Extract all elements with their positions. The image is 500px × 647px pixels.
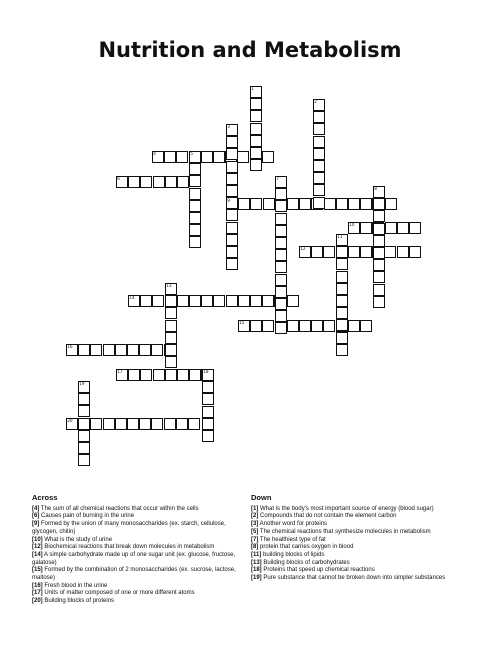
grid-cell[interactable]	[213, 151, 225, 163]
grid-cell[interactable]	[250, 110, 262, 122]
clue-text: protein that carries oxygen in blood	[258, 544, 354, 551]
grid-cell[interactable]	[287, 295, 299, 307]
grid-cell[interactable]	[226, 258, 238, 270]
grid-cell[interactable]	[237, 151, 249, 163]
grid-cell[interactable]	[128, 369, 140, 381]
grid-cell[interactable]	[226, 148, 238, 160]
grid-cell[interactable]	[202, 430, 214, 442]
grid-cell[interactable]	[313, 136, 325, 148]
grid-cell[interactable]	[103, 344, 115, 356]
clue-text: Formed by the union of many monosaccharides (ex. starch, cellulose, glycogen, chitin)	[32, 521, 226, 535]
grid-cell[interactable]	[250, 147, 262, 159]
grid-cell[interactable]	[164, 151, 176, 163]
clue-text: What is the study of urine	[42, 536, 113, 543]
grid-cell[interactable]	[226, 234, 238, 246]
grid-cell[interactable]	[177, 176, 189, 188]
grid-cell[interactable]	[250, 135, 262, 147]
grid-cell[interactable]	[201, 295, 213, 307]
clue-number: [11]	[251, 551, 262, 558]
grid-cell[interactable]	[373, 271, 385, 283]
grid-cell[interactable]	[177, 369, 189, 381]
clue-number: [9]	[32, 521, 40, 528]
grid-cell[interactable]	[140, 176, 152, 188]
grid-cell[interactable]	[165, 307, 177, 319]
grid-cell[interactable]	[201, 151, 213, 163]
grid-cell[interactable]	[409, 246, 421, 258]
grid-cell[interactable]	[275, 310, 287, 322]
grid-cell[interactable]	[348, 320, 360, 332]
clue-number-label: 16	[67, 343, 73, 349]
grid-cell[interactable]	[250, 159, 262, 171]
grid-cell[interactable]	[311, 320, 323, 332]
grid-cell[interactable]	[373, 247, 385, 259]
across-clue	[32, 513, 250, 521]
grid-cell[interactable]	[189, 224, 201, 236]
down-clue	[251, 567, 473, 575]
clue-number: [12]	[32, 544, 43, 551]
grid-cell[interactable]	[311, 246, 323, 258]
grid-cell[interactable]	[275, 298, 287, 310]
grid-cell[interactable]	[115, 344, 127, 356]
grid-cell[interactable]	[384, 246, 396, 258]
grid-cell[interactable]	[336, 319, 348, 331]
clue-number: [8]	[251, 544, 259, 551]
grid-cell[interactable]	[275, 200, 287, 212]
grid-cell[interactable]	[275, 237, 287, 249]
down-clue	[251, 560, 473, 568]
grid-cell[interactable]	[313, 123, 325, 135]
grid-cell[interactable]	[78, 454, 90, 466]
grid-cell[interactable]	[78, 418, 90, 430]
across-clue	[32, 552, 250, 567]
grid-cell[interactable]	[176, 418, 188, 430]
clue-number-label: 1	[251, 85, 254, 91]
grid-cell[interactable]	[263, 198, 275, 210]
grid-cell[interactable]	[287, 198, 299, 210]
grid-cell[interactable]	[238, 295, 250, 307]
clue-text: Fresh blood in the urine	[42, 582, 108, 589]
grid-cell[interactable]	[397, 222, 409, 234]
grid-cell[interactable]	[348, 246, 360, 258]
grid-cell[interactable]	[275, 286, 287, 298]
grid-cell[interactable]	[360, 198, 372, 210]
grid-cell[interactable]	[226, 209, 238, 221]
clue-number: [18]	[251, 567, 262, 574]
grid-cell[interactable]	[250, 123, 262, 135]
across-clue	[32, 537, 250, 545]
grid-cell[interactable]	[385, 222, 397, 234]
grid-cell[interactable]	[152, 295, 164, 307]
grid-cell[interactable]	[78, 405, 90, 417]
grid-cell[interactable]	[140, 369, 152, 381]
grid-cell[interactable]	[189, 369, 201, 381]
grid-cell[interactable]	[397, 246, 409, 258]
clue-number-label: 13	[166, 282, 172, 288]
clue-number-label: 11	[337, 233, 343, 239]
grid-cell[interactable]	[275, 225, 287, 237]
grid-cell[interactable]	[313, 111, 325, 123]
grid-cell[interactable]	[373, 284, 385, 296]
clue-text: Compounds that do not contain the element carbon	[258, 513, 397, 520]
grid-cell[interactable]	[373, 235, 385, 247]
grid-cell[interactable]	[336, 307, 348, 319]
grid-cell[interactable]	[373, 296, 385, 308]
grid-cell[interactable]	[262, 151, 274, 163]
grid-cell[interactable]	[139, 344, 151, 356]
clue-number-label: 4	[153, 150, 156, 156]
across-clue	[32, 590, 250, 598]
clue-number-label: 12	[300, 245, 306, 251]
clue-text: Formed by the combination of 2 monosaccharides (ex. sucrose, lactose, maltose)	[32, 567, 236, 582]
clue-number-label: 19	[79, 380, 85, 386]
grid-cell[interactable]	[165, 344, 177, 356]
clue-number-label: 8	[374, 185, 377, 191]
grid-cell[interactable]	[250, 198, 262, 210]
clue-number: [20]	[32, 598, 43, 605]
grid-cell[interactable]	[189, 295, 201, 307]
clue-text: The sum of all chemical reactions that occur within the cells	[39, 505, 199, 512]
grid-cell[interactable]	[177, 295, 189, 307]
grid-cell[interactable]	[313, 184, 325, 196]
grid-cell[interactable]	[336, 295, 348, 307]
grid-cell[interactable]	[323, 320, 335, 332]
clue-number-label: 14	[129, 294, 135, 300]
clue-number-label: 2	[314, 98, 317, 104]
grid-cell[interactable]	[313, 148, 325, 160]
grid-cell[interactable]	[275, 249, 287, 261]
across-clue	[32, 567, 250, 582]
across-clue	[32, 521, 250, 536]
clue-number-label: 15	[239, 319, 245, 325]
grid-cell[interactable]	[127, 418, 139, 430]
clue-number: [4]	[32, 505, 40, 512]
clue-text: Building blocks of carbohydrates	[261, 559, 350, 566]
clue-text: Proteins that speed up chemical reactions	[261, 567, 375, 574]
grid-cell[interactable]	[90, 418, 102, 430]
clue-number: [3]	[251, 521, 259, 528]
grid-cell[interactable]	[360, 222, 372, 234]
clue-number: [15]	[32, 567, 43, 574]
down-clue	[251, 544, 473, 552]
grid-cell[interactable]	[78, 393, 90, 405]
grid-cell[interactable]	[151, 418, 163, 430]
grid-cell[interactable]	[164, 418, 176, 430]
grid-cell[interactable]	[213, 295, 225, 307]
clue-number: [14]	[32, 551, 43, 558]
grid-cell[interactable]	[275, 188, 287, 200]
grid-cell[interactable]	[90, 344, 102, 356]
grid-cell[interactable]	[275, 322, 287, 334]
grid-cell[interactable]	[189, 163, 201, 175]
grid-cell[interactable]	[165, 295, 177, 307]
down-clues	[251, 494, 473, 583]
grid-cell[interactable]	[226, 185, 238, 197]
clue-number-label: 20	[67, 417, 73, 423]
clue-number-label: 3	[227, 123, 230, 129]
clue-number-label: 9	[227, 197, 230, 203]
across-clue	[32, 583, 250, 591]
clue-number: [6]	[32, 513, 40, 520]
grid-cell[interactable]	[360, 246, 372, 258]
clue-text: Another word for proteins	[258, 521, 328, 528]
clue-number: [5]	[251, 528, 259, 535]
grid-cell[interactable]	[189, 188, 201, 200]
grid-cell[interactable]	[78, 442, 90, 454]
grid-cell[interactable]	[165, 369, 177, 381]
grid-cell[interactable]	[250, 320, 262, 332]
grid-cell[interactable]	[189, 200, 201, 212]
grid-cell[interactable]	[115, 418, 127, 430]
clue-text: The healthiest type of fat	[258, 536, 326, 543]
down-clue	[251, 537, 473, 545]
grid-cell[interactable]	[202, 418, 214, 430]
across-heading: Across	[32, 493, 58, 502]
grid-cell[interactable]	[323, 246, 335, 258]
clue-text: Units of matter composed of one or more different atoms	[42, 590, 195, 597]
grid-cell[interactable]	[324, 198, 336, 210]
clue-number: [2]	[251, 513, 259, 520]
down-clue	[251, 575, 473, 583]
grid-cell[interactable]	[336, 246, 348, 258]
clue-number-label: 6	[117, 175, 120, 181]
grid-cell[interactable]	[238, 198, 250, 210]
grid-cell[interactable]	[409, 222, 421, 234]
grid-cell[interactable]	[176, 151, 188, 163]
grid-cell[interactable]	[202, 381, 214, 393]
grid-cell[interactable]	[103, 418, 115, 430]
clue-number: [7]	[251, 536, 259, 543]
across-clue	[32, 544, 250, 552]
grid-cell[interactable]	[226, 136, 238, 148]
grid-cell[interactable]	[313, 160, 325, 172]
grid-cell[interactable]	[153, 369, 165, 381]
grid-cell[interactable]	[336, 198, 348, 210]
grid-cell[interactable]	[360, 320, 372, 332]
grid-cell[interactable]	[262, 320, 274, 332]
grid-cell[interactable]	[336, 344, 348, 356]
grid-cell[interactable]	[336, 283, 348, 295]
clue-number-label: 18	[203, 368, 209, 374]
grid-cell[interactable]	[165, 320, 177, 332]
clue-text: Biochemical reactions that break down molecules in metabolism	[42, 544, 215, 551]
grid-cell[interactable]	[127, 344, 139, 356]
grid-cell[interactable]	[226, 295, 238, 307]
grid-cell[interactable]	[139, 418, 151, 430]
grid-cell[interactable]	[275, 274, 287, 286]
grid-cell[interactable]	[226, 161, 238, 173]
clue-number-label: 10	[349, 221, 355, 227]
grid-cell[interactable]	[78, 430, 90, 442]
clue-text: A simple carbohydrate made up of one sugar unit (ex. glucose, fructose, galatose)	[32, 551, 236, 566]
down-heading: Down	[251, 493, 272, 502]
grid-cell[interactable]	[128, 176, 140, 188]
grid-cell[interactable]	[226, 222, 238, 234]
grid-cell[interactable]	[202, 393, 214, 405]
grid-cell[interactable]	[189, 236, 201, 248]
clue-number: [16]	[32, 582, 43, 589]
clue-text: building blocks of lipids	[261, 551, 325, 558]
grid-cell[interactable]	[373, 223, 385, 235]
grid-cell[interactable]	[250, 295, 262, 307]
grid-cell[interactable]	[250, 98, 262, 110]
grid-cell[interactable]	[313, 197, 325, 209]
clue-number: [13]	[251, 559, 262, 566]
across-clue	[32, 506, 250, 514]
grid-cell[interactable]	[151, 344, 163, 356]
across-clues	[32, 494, 250, 606]
grid-cell[interactable]	[336, 271, 348, 283]
grid-cell[interactable]	[165, 332, 177, 344]
clue-number-label: 7	[276, 175, 279, 181]
grid-cell[interactable]	[313, 172, 325, 184]
grid-cell[interactable]	[287, 320, 299, 332]
clue-number: [17]	[32, 590, 43, 597]
grid-cell[interactable]	[373, 210, 385, 222]
clue-text: Pure substance that cannot be broken down into simpler substances	[261, 575, 446, 582]
grid-cell[interactable]	[202, 406, 214, 418]
across-clue	[32, 598, 250, 606]
down-clue	[251, 521, 473, 529]
grid-cell[interactable]	[140, 295, 152, 307]
grid-cell[interactable]	[165, 356, 177, 368]
clue-text: What is the body's most important source of energy (blood sugar)	[258, 505, 434, 512]
grid-cell[interactable]	[78, 344, 90, 356]
clue-number-label: 5	[190, 150, 193, 156]
clue-number-label: 17	[117, 368, 123, 374]
down-clue	[251, 552, 473, 560]
clue-number: [19]	[251, 575, 262, 582]
puzzle-title: Nutrition and Metabolism	[98, 38, 402, 62]
grid-cell[interactable]	[385, 198, 397, 210]
grid-cell[interactable]	[373, 259, 385, 271]
grid-cell[interactable]	[189, 212, 201, 224]
clue-number: [10]	[32, 536, 43, 543]
grid-cell[interactable]	[336, 332, 348, 344]
grid-cell[interactable]	[275, 213, 287, 225]
grid-cell[interactable]	[262, 295, 274, 307]
grid-cell[interactable]	[299, 320, 311, 332]
grid-cell[interactable]	[226, 173, 238, 185]
clue-text: Causes pain of burning in the urine	[39, 513, 135, 520]
grid-cell[interactable]	[226, 246, 238, 258]
grid-cell[interactable]	[153, 176, 165, 188]
grid-cell[interactable]	[373, 198, 385, 210]
down-clue	[251, 513, 473, 521]
grid-cell[interactable]	[188, 418, 200, 430]
clue-text: Building blocks of proteins	[42, 598, 115, 605]
grid-cell[interactable]	[275, 261, 287, 273]
down-clue	[251, 506, 473, 514]
clue-number: [1]	[251, 505, 259, 512]
grid-cell[interactable]	[299, 198, 311, 210]
grid-cell[interactable]	[336, 258, 348, 270]
clue-text: The chemical reactions that synthesize molecules in metabolism	[258, 528, 431, 535]
down-clue	[251, 529, 473, 537]
grid-cell[interactable]	[165, 176, 177, 188]
grid-cell[interactable]	[348, 198, 360, 210]
grid-cell[interactable]	[189, 175, 201, 187]
